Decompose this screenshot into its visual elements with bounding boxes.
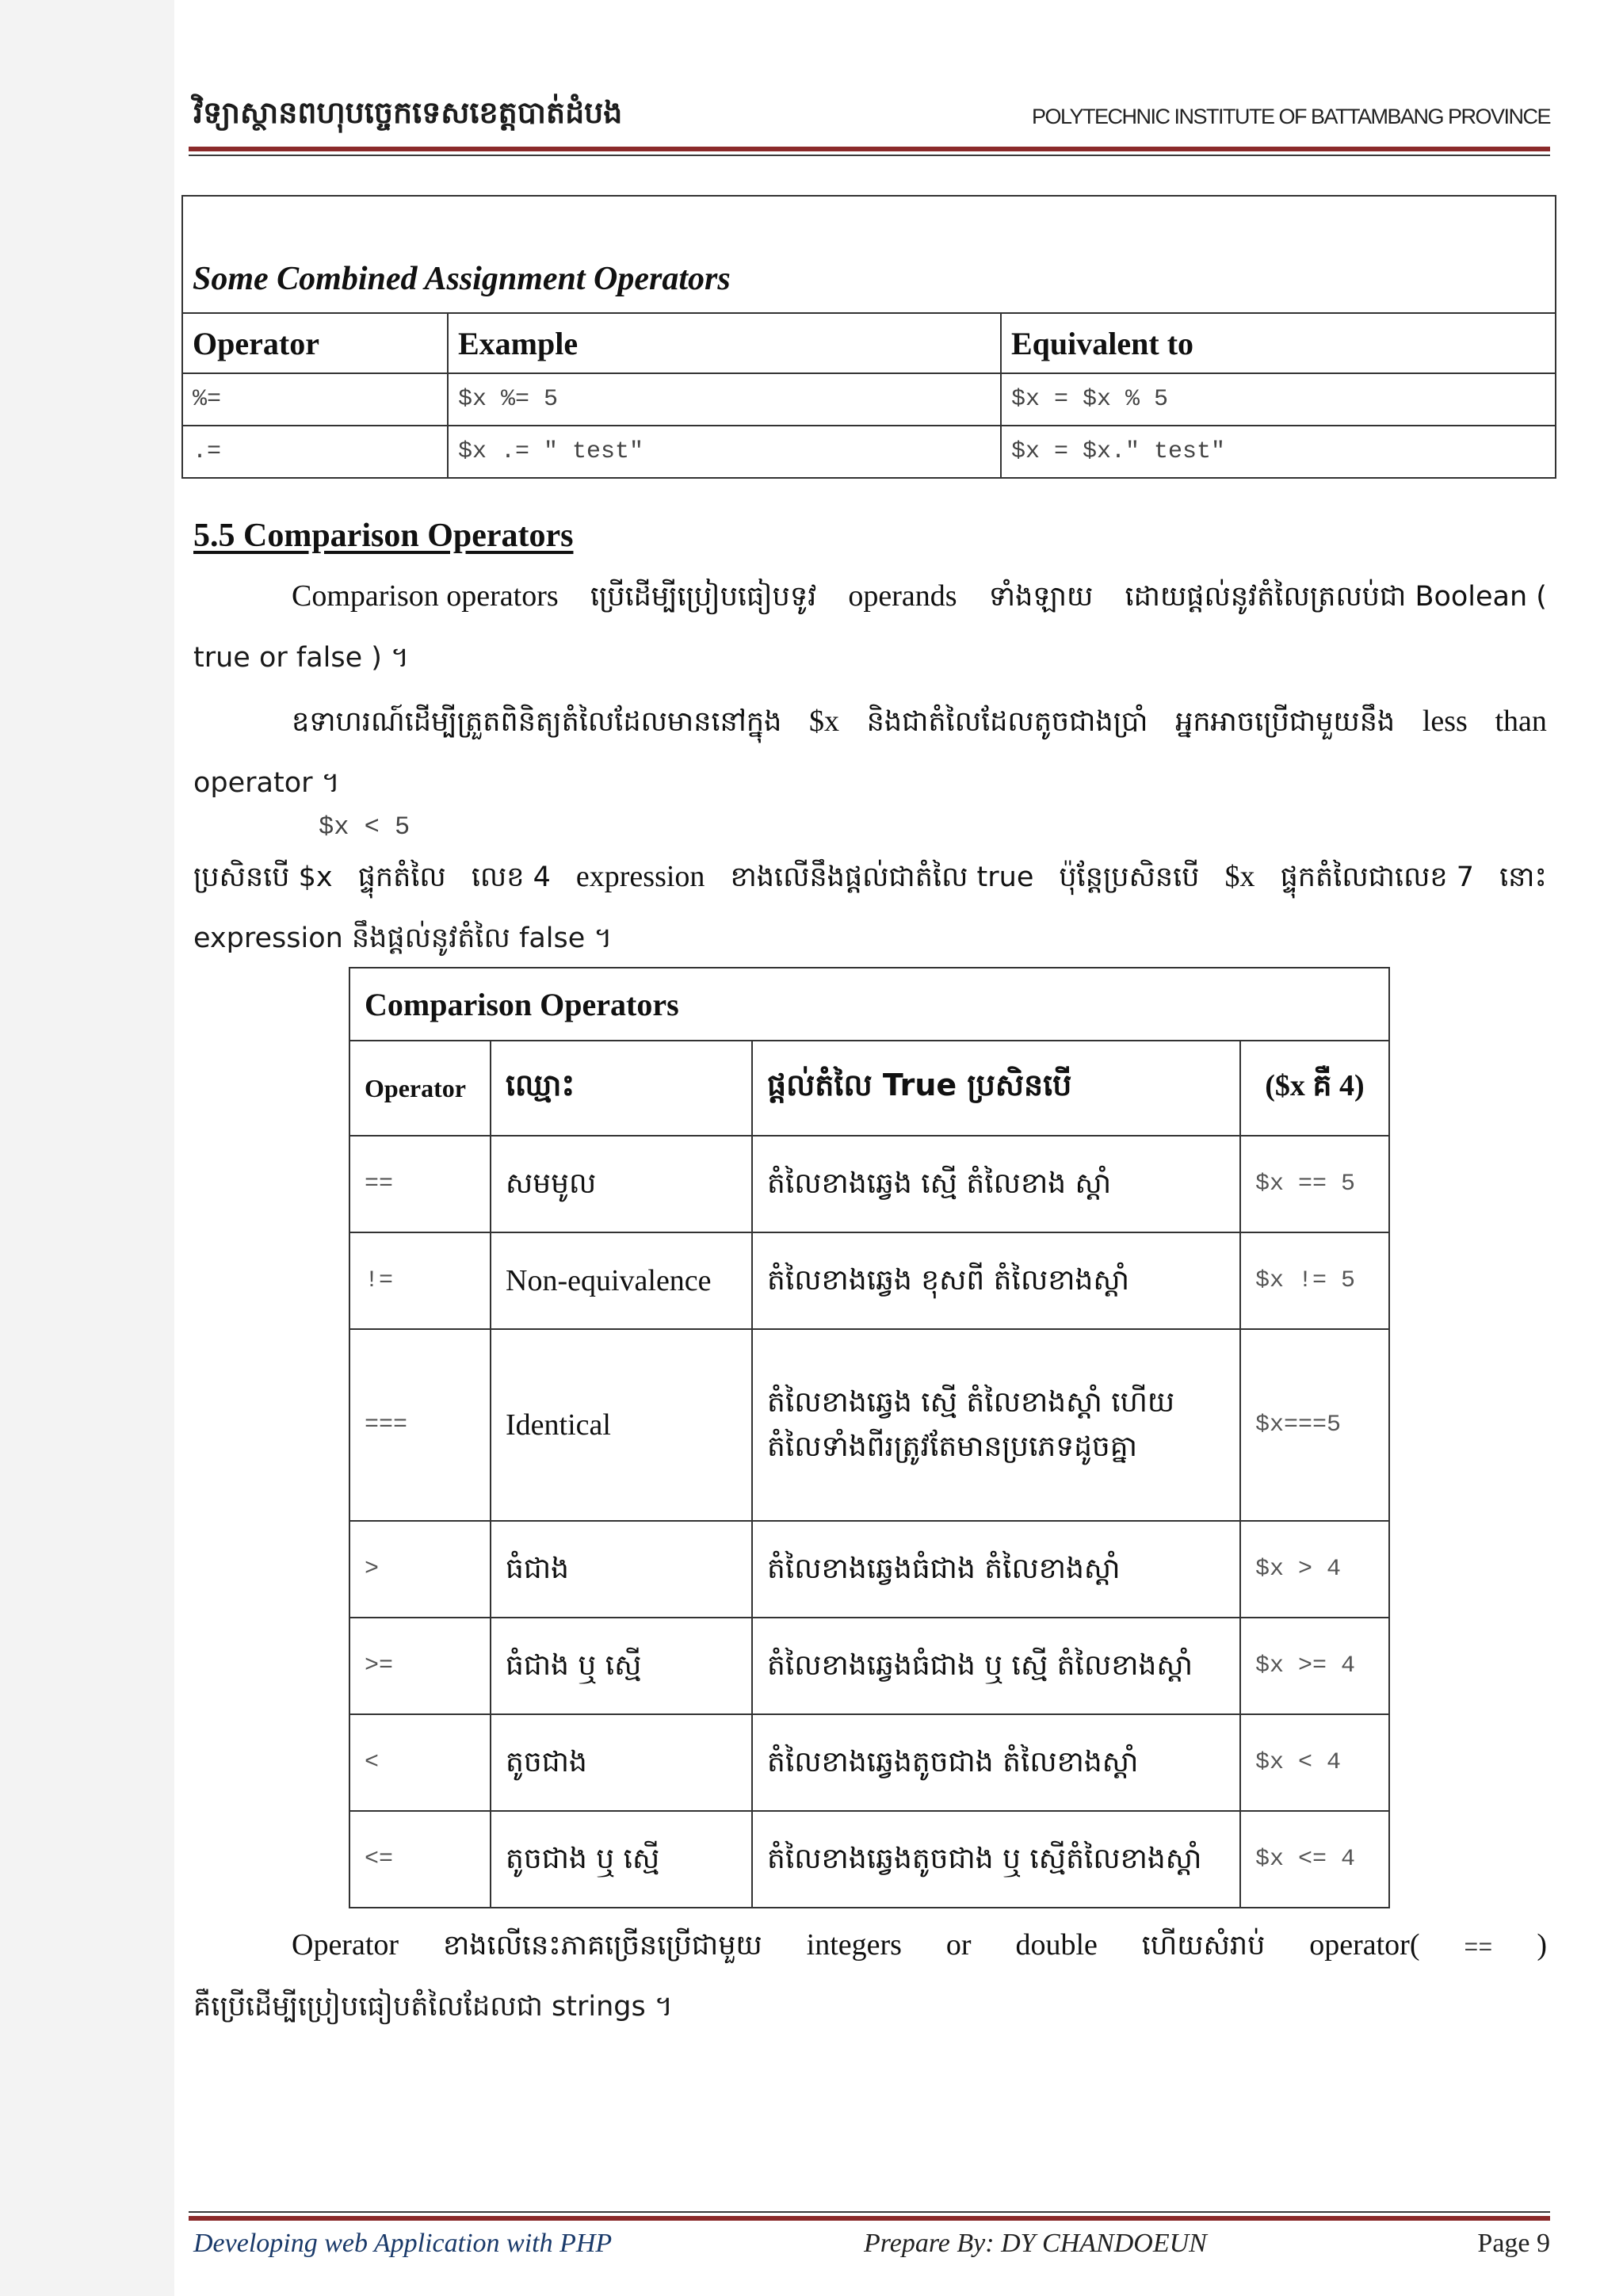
paragraph-line bbox=[292, 1927, 1547, 1969]
cell-example: $x == 5 bbox=[1240, 1136, 1389, 1232]
text-run: ប្រសិនបើ $x bbox=[193, 861, 333, 893]
footer-course-title: Developing web Application with PHP bbox=[193, 2229, 613, 2258]
cell-example: $x != 5 bbox=[1240, 1232, 1389, 1329]
cell-description: តំលៃខាងឆ្វេង ខុសពី តំលៃខាងស្តាំ bbox=[752, 1232, 1240, 1329]
table-row bbox=[349, 1521, 1389, 1618]
text-run: ខាងលើនឹងផ្តល់ជាតំលៃ true bbox=[730, 861, 1034, 893]
text-run: ប៉ុន្តែប្រសិនបើ bbox=[1059, 861, 1200, 893]
comparison-operators-table bbox=[349, 967, 1390, 1908]
paragraph-line: expression នឹងផ្តល់នូវតំលៃ false ។ bbox=[193, 923, 613, 954]
column-header-name: ឈ្មោះ bbox=[491, 1041, 752, 1136]
text-run: expression bbox=[575, 860, 705, 893]
cell-name: Non-equivalence bbox=[491, 1232, 752, 1329]
cell-description: តំលៃខាងឆ្វេងតូចជាង តំលៃខាងស្តាំ bbox=[752, 1714, 1240, 1811]
table-title: Comparison Operators bbox=[349, 968, 1389, 1041]
cell-description: តំលៃខាងឆ្វេងតូចជាង ឬ ស្មើតំលៃខាងស្តាំ bbox=[752, 1811, 1240, 1908]
column-header-example: ($x គឺ 4) bbox=[1240, 1041, 1389, 1136]
cell-name: តូចជាង bbox=[491, 1714, 752, 1811]
column-header-operator: Operator bbox=[349, 1041, 491, 1136]
header-rule bbox=[189, 147, 1550, 151]
cell-operator: > bbox=[349, 1521, 491, 1618]
text-run: ឧទាហរណ៍ដើម្បីត្រួតពិនិត្យតំលៃដែលមាននៅក្នុង bbox=[292, 706, 782, 738]
cell-description: តំលៃខាងឆ្វេងធំជាង ឬ ស្មើ តំលៃខាងស្តាំ bbox=[752, 1618, 1240, 1714]
scan-shadow bbox=[0, 0, 174, 2296]
cell-description: តំលៃខាងឆ្វេង ស្មើ តំលៃខាងស្តាំ ហើយ តំលៃទាំងពីរត្រូវតែមានប្រភេទដូចគ្នា bbox=[752, 1329, 1240, 1521]
cell-description: តំលៃខាងឆ្វេង ស្មើ តំលៃខាង ស្តាំ bbox=[752, 1136, 1240, 1232]
cell-name: សមមូល bbox=[491, 1136, 752, 1232]
cell-operator: < bbox=[349, 1714, 491, 1811]
text-run: ខាងលើនេះភាគច្រើនប្រើជាមួយ bbox=[442, 1930, 762, 1962]
combined-assignment-table bbox=[181, 195, 1556, 479]
text-run: លេខ 4 bbox=[471, 861, 551, 893]
text-run: $x bbox=[808, 705, 839, 738]
cell-equivalent: $x = $x % 5 bbox=[1001, 373, 1556, 426]
text-run: double bbox=[1015, 1928, 1098, 1962]
cell-example: $x .= " test" bbox=[448, 426, 1001, 478]
text-run: operands bbox=[848, 579, 957, 613]
header-institute-khmer: វិទ្យាស្ថានពហុបច្ចេកទេសខេត្តបាត់ដំបង bbox=[193, 95, 623, 130]
cell-name: ធំជាង ឬ ស្មើ bbox=[491, 1618, 752, 1714]
text-run: than bbox=[1495, 705, 1547, 738]
cell-operator: != bbox=[349, 1232, 491, 1329]
table-row bbox=[349, 1232, 1389, 1329]
footer-rule bbox=[189, 2216, 1550, 2221]
text-run: == bbox=[1464, 1935, 1493, 1962]
text-run: Operator bbox=[292, 1928, 399, 1962]
text-run: ប្រើដើម្បីប្រៀបធៀបទូវ bbox=[590, 581, 817, 613]
column-header-operator: Operator bbox=[182, 313, 448, 373]
text-run: ) bbox=[1537, 1928, 1547, 1962]
text-run: less bbox=[1422, 705, 1468, 738]
cell-name: Identical bbox=[491, 1329, 752, 1521]
table-row bbox=[349, 1714, 1389, 1811]
footer-author: Prepare By: DY CHANDOEUN bbox=[864, 2229, 1207, 2258]
column-header-equivalent: Equivalent to bbox=[1001, 313, 1556, 373]
paragraph-line: operator ។ bbox=[193, 767, 340, 799]
text-run: ផ្ទុកតំលៃ bbox=[357, 861, 446, 893]
paragraph-line: true or false ) ។ bbox=[193, 642, 410, 674]
cell-example: $x > 4 bbox=[1240, 1521, 1389, 1618]
text-run: ហើយសំរាប់ bbox=[1141, 1930, 1266, 1962]
cell-operator: == bbox=[349, 1136, 491, 1232]
section-heading: 5.5 Comparison Operators bbox=[193, 518, 574, 554]
table-row bbox=[182, 426, 1556, 478]
table-row bbox=[349, 1329, 1389, 1521]
cell-equivalent: $x = $x." test" bbox=[1001, 426, 1556, 478]
cell-example: $x===5 bbox=[1240, 1329, 1389, 1521]
text-run: ទាំងឡាយ bbox=[988, 581, 1094, 613]
cell-name: តូចជាង ឬ ស្មើ bbox=[491, 1811, 752, 1908]
cell-description: តំលៃខាងឆ្វេងធំជាង តំលៃខាងស្តាំ bbox=[752, 1521, 1240, 1618]
cell-name: ធំជាង bbox=[491, 1521, 752, 1618]
paragraph-line bbox=[292, 579, 1547, 620]
text-run: នោះ bbox=[1499, 861, 1547, 893]
cell-example: $x <= 4 bbox=[1240, 1811, 1389, 1908]
cell-operator: .= bbox=[182, 426, 448, 478]
text-run: អ្នកអាចប្រើជាមួយនឹង bbox=[1175, 706, 1396, 738]
table-row bbox=[349, 1811, 1389, 1908]
table-row bbox=[182, 373, 1556, 426]
text-run: និងជាតំលៃដែលតូចជាងប្រាំ bbox=[866, 706, 1148, 738]
paragraph-line bbox=[193, 859, 1547, 900]
text-run: $x bbox=[1224, 860, 1255, 893]
cell-example: $x >= 4 bbox=[1240, 1618, 1389, 1714]
paragraph-line: គឺប្រើដើម្បីប្រៀបធៀបតំលៃដែលជា strings ។ bbox=[193, 1991, 673, 2023]
cell-operator: <= bbox=[349, 1811, 491, 1908]
text-run: integers bbox=[806, 1928, 902, 1962]
table-title: Some Combined Assignment Operators bbox=[182, 196, 1556, 313]
footer-rule-thin bbox=[189, 2211, 1550, 2213]
table-row bbox=[349, 1618, 1389, 1714]
header-rule-thin bbox=[189, 155, 1550, 156]
cell-operator: >= bbox=[349, 1618, 491, 1714]
page-number: Page 9 bbox=[1477, 2229, 1550, 2258]
header-institute-english: POLYTECHNIC INSTITUTE OF BATTAMBANG PROVINCE bbox=[1031, 105, 1550, 128]
cell-operator: === bbox=[349, 1329, 491, 1521]
text-run: operator( bbox=[1309, 1928, 1420, 1962]
paragraph-line bbox=[292, 704, 1547, 745]
cell-operator: %= bbox=[182, 373, 448, 426]
text-run: ផ្ទុកតំលៃជាលេខ 7 bbox=[1280, 861, 1475, 893]
text-run: ដោយផ្តល់នូវតំលៃត្រលប់ជា Boolean ( bbox=[1125, 581, 1547, 613]
column-header-true-if: ផ្តល់តំលៃ True ប្រសិនបើ bbox=[752, 1041, 1240, 1136]
column-header-example: Example bbox=[448, 313, 1001, 373]
text-run: or bbox=[945, 1928, 972, 1962]
cell-example: $x < 4 bbox=[1240, 1714, 1389, 1811]
cell-example: $x %= 5 bbox=[448, 373, 1001, 426]
table-row bbox=[349, 1136, 1389, 1232]
text-run: Comparison operators bbox=[292, 579, 559, 613]
code-example: $x < 5 bbox=[319, 812, 411, 842]
